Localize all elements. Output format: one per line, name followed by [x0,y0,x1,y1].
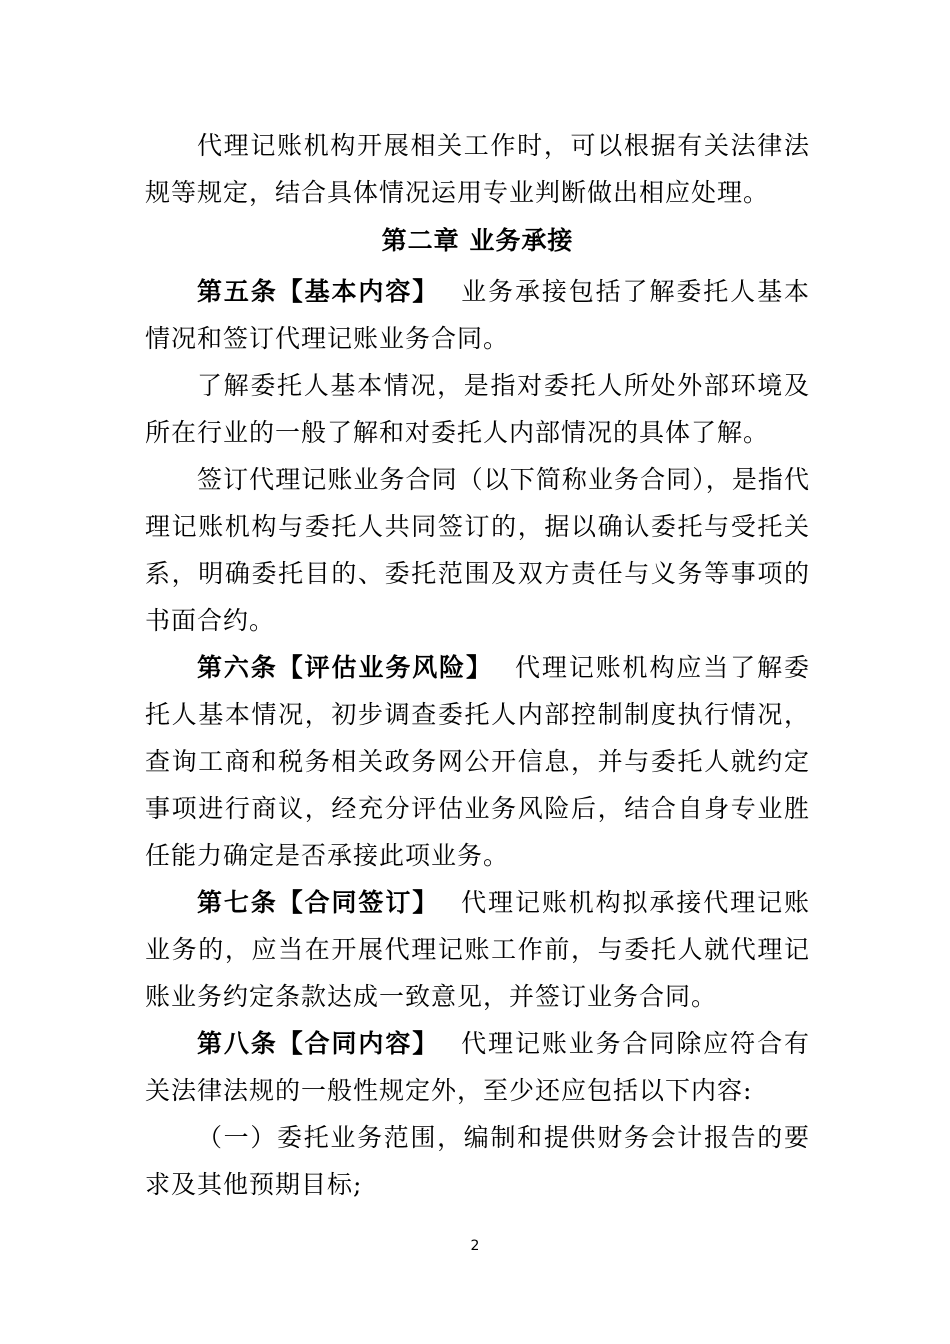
article-6 [145,644,810,879]
document-body [145,122,810,1208]
article-6-body: 代理记账机构应当了解委托人基本情况，初步调查委托人内部控制制度执行情况，查询工商和税务相关政务网公开信息，并与委托人就约定事项进行商议，经充分评估业务风险后，结合自身专业胜任能力确定是否承接此项业务。 [145,653,810,870]
article-5-title: 第五条【基本内容】 [197,277,440,306]
list-item-1: （一）委托业务范围，编制和提供财务会计报告的要求及其他预期目标; [145,1123,810,1199]
chapter-heading: 第二章 业务承接 [381,226,574,255]
article-8-title: 第八条【合同内容】 [197,1029,440,1058]
article-5 [145,268,810,362]
paragraph-intro: 代理记账机构开展相关工作时，可以根据有关法律法规等规定，结合具体情况运用专业判断做出相应处理。 [145,131,810,207]
article-7-body: 代理记账机构拟承接代理记账业务的，应当在开展代理记账工作前，与委托人就代理记账业务约定条款达成一致意见，并签订业务合同。 [145,888,810,1011]
article-6-title: 第六条【评估业务风险】 [197,653,493,682]
article-7 [145,879,810,1020]
paragraph-understand-client: 了解委托人基本情况，是指对委托人所处外部环境及所在行业的一般了解和对委托人内部情况的具体了解。 [145,371,810,447]
article-5-body: 业务承接包括了解委托人基本情况和签订代理记账业务合同。 [145,277,810,353]
article-8-body: 代理记账业务合同除应符合有关法律法规的一般性规定外，至少还应包括以下内容: [145,1029,810,1105]
page-number: 2 [470,1238,480,1254]
article-7-title: 第七条【合同签订】 [197,888,440,917]
article-8 [145,1020,810,1114]
paragraph-sign-contract: 签订代理记账业务合同（以下简称业务合同），是指代理记账机构与委托人共同签订的，据以确认委托与受托关系，明确委托目的、委托范围及双方责任与义务等事项的书面合约。 [145,465,810,635]
